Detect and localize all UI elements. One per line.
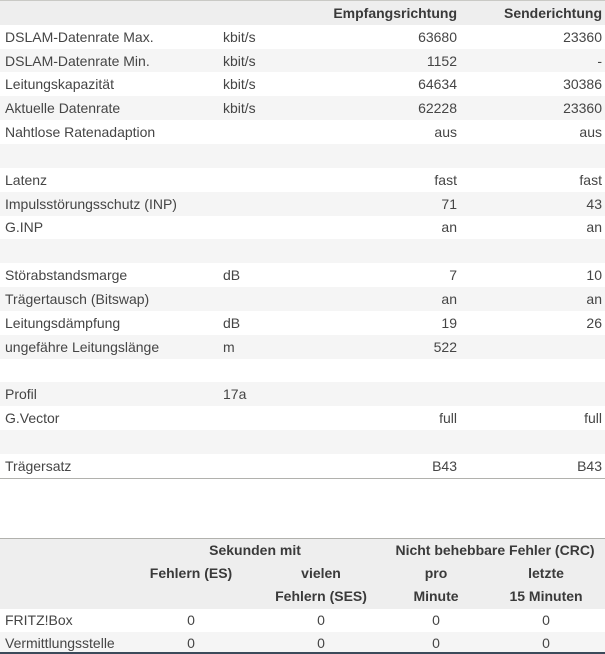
cell-parameter-label: Nahtlose Ratenadaption <box>5 124 156 141</box>
cell-parameter-label: Aktuelle Datenrate <box>5 100 121 117</box>
cell-parameter-label: Trägertausch (Bitswap) <box>5 291 150 307</box>
cell-unit <box>223 144 330 168</box>
cell-unit <box>223 216 330 240</box>
dsl-parameter-row <box>0 335 605 359</box>
cell-crc-last15-value: 0 <box>542 612 550 629</box>
dsl-table-header-row <box>0 1 605 25</box>
dsl-parameter-row <box>0 96 605 120</box>
cell-unit <box>223 239 330 263</box>
cell-es-value: 0 <box>187 635 195 652</box>
dsl-parameter-row <box>0 311 605 335</box>
cell-parameter-label: Profil <box>5 386 37 403</box>
cell-send-value <box>457 382 605 406</box>
dsl-parameter-row <box>0 287 605 311</box>
error-table-sub-header-row <box>0 562 605 609</box>
dsl-parameter-row <box>0 382 605 406</box>
cell-receive-value <box>330 144 457 168</box>
cell-receive-value: 62228 <box>418 100 457 117</box>
error-counter-row <box>0 609 605 632</box>
cell-send-value: 23360 <box>563 100 602 117</box>
cell-crc-last15-value: 0 <box>542 635 550 652</box>
cell-parameter-label: Störabstandsmarge <box>5 267 128 284</box>
dsl-parameter-row <box>0 454 605 478</box>
cell-receive-value: 71 <box>441 195 457 212</box>
cell-receive-value <box>330 359 457 383</box>
cell-ses-value: 0 <box>317 612 325 629</box>
cell-send-value <box>457 430 605 454</box>
sub-header-last15 <box>487 562 605 609</box>
cell-unit: kbit/s <box>223 100 256 117</box>
dsl-parameter-row <box>0 49 605 73</box>
spacer-row <box>0 239 605 263</box>
sub-header-es <box>125 562 257 609</box>
cell-parameter-label: G.INP <box>5 219 44 236</box>
cell-unit: kbit/s <box>223 76 256 93</box>
group-header-crc: Nicht behebbare Fehler (CRC) <box>385 538 605 562</box>
cell-send-value: 10 <box>586 267 602 284</box>
cell-send-value: 26 <box>586 314 602 331</box>
dsl-parameter-row <box>0 216 605 240</box>
cell-receive-value: 19 <box>441 314 457 331</box>
cell-send-value <box>457 359 605 383</box>
cell-device-label: Vermittlungsstelle <box>5 635 115 652</box>
dsl-parameter-row <box>0 406 605 430</box>
cell-receive-value: 64634 <box>418 76 457 93</box>
cell-receive-value: 7 <box>449 267 457 284</box>
cell-send-value <box>457 335 605 359</box>
spacer-row <box>0 430 605 454</box>
cell-unit <box>223 406 330 430</box>
sub-header-es-line1: Fehlern (ES) <box>149 564 233 581</box>
dsl-parameter-row <box>0 192 605 216</box>
dsl-parameter-row <box>0 168 605 192</box>
cell-es-value: 0 <box>187 612 195 629</box>
dsl-parameter-row <box>0 263 605 287</box>
cell-unit <box>223 287 330 311</box>
cell-unit <box>223 359 330 383</box>
cell-send-value: an <box>586 219 602 236</box>
error-table-group-header-row <box>0 538 605 562</box>
cell-unit: 17a <box>223 386 247 403</box>
cell-send-value: full <box>584 410 602 427</box>
dsl-parameter-row <box>0 25 605 49</box>
error-counters-table <box>0 538 605 654</box>
cell-unit: kbit/s <box>223 28 256 45</box>
cell-unit: dB <box>223 267 241 284</box>
sub-header-per-minute-line2: Minute <box>413 588 459 605</box>
cell-receive-value: fast <box>434 171 457 188</box>
cell-send-value: an <box>586 291 602 307</box>
cell-parameter-label <box>0 239 223 263</box>
cell-receive-value: 522 <box>433 338 457 355</box>
cell-device-label: FRITZ!Box <box>5 612 73 629</box>
sub-header-ses-line1: vielen <box>301 564 341 581</box>
cell-crc-per-minute-value: 0 <box>432 635 440 652</box>
sub-header-per-minute <box>385 562 487 609</box>
cell-parameter-label: Leitungskapazität <box>5 76 114 93</box>
sub-header-last15-line2: 15 Minuten <box>509 588 583 605</box>
cell-parameter-label: G.Vector <box>5 410 60 427</box>
column-header-empfangsrichtung: Empfangsrichtung <box>330 1 457 25</box>
cell-send-value: - <box>597 52 602 69</box>
cell-parameter-label: Leitungsdämpfung <box>5 314 121 331</box>
cell-send-value: B43 <box>577 457 602 474</box>
column-header-senderichtung: Senderichtung <box>457 1 605 25</box>
cell-unit <box>223 120 330 144</box>
cell-receive-value: aus <box>434 124 457 141</box>
header-label-spacer <box>0 1 223 25</box>
cell-receive-value <box>330 430 457 454</box>
cell-unit: kbit/s <box>223 52 256 69</box>
cell-parameter-label: DSLAM-Datenrate Max. <box>5 28 154 45</box>
cell-send-value <box>457 239 605 263</box>
dsl-parameter-row <box>0 72 605 96</box>
cell-unit <box>223 168 330 192</box>
group-header-sekunden-mit: Sekunden mit <box>125 538 385 562</box>
cell-receive-value: an <box>441 291 457 307</box>
spacer-row <box>0 359 605 383</box>
sub-header-spacer <box>0 562 125 609</box>
header-unit-spacer <box>223 1 330 25</box>
sub-header-last15-line1: letzte <box>528 564 564 581</box>
dsl-parameter-row <box>0 120 605 144</box>
cell-send-value: 23360 <box>563 28 602 45</box>
cell-parameter-label: ungefähre Leitungslänge <box>5 338 160 355</box>
cell-send-value <box>457 144 605 168</box>
cell-parameter-label: Trägersatz <box>5 457 72 474</box>
cell-receive-value: B43 <box>432 457 457 474</box>
cell-unit: m <box>223 338 235 355</box>
cell-parameter-label <box>0 144 223 168</box>
cell-crc-per-minute-value: 0 <box>432 612 440 629</box>
cell-unit: dB <box>223 314 241 331</box>
group-header-spacer <box>0 538 125 562</box>
cell-parameter-label <box>0 430 223 454</box>
cell-ses-value: 0 <box>317 635 325 652</box>
sub-header-ses <box>257 562 385 609</box>
cell-unit <box>223 192 330 216</box>
cell-receive-value <box>330 382 457 406</box>
cell-send-value: 30386 <box>563 76 602 93</box>
cell-receive-value: an <box>441 219 457 236</box>
cell-unit <box>223 430 330 454</box>
cell-send-value: aus <box>579 124 602 141</box>
cell-receive-value: 63680 <box>418 28 457 45</box>
cell-parameter-label <box>0 359 223 383</box>
cell-receive-value: 1152 <box>426 52 457 69</box>
cell-receive-value <box>330 239 457 263</box>
cell-parameter-label: Impulsstörungsschutz (INP) <box>5 195 177 212</box>
cell-parameter-label: Latenz <box>5 171 48 188</box>
sub-header-per-minute-line1: pro <box>424 564 448 581</box>
cell-receive-value: full <box>439 410 457 427</box>
cell-send-value: 43 <box>586 195 602 212</box>
spacer-row <box>0 144 605 168</box>
cell-send-value: fast <box>579 171 602 188</box>
cell-parameter-label: DSLAM-Datenrate Min. <box>5 52 150 69</box>
sub-header-ses-line2: Fehlern (SES) <box>275 588 367 605</box>
error-counter-row <box>0 632 605 654</box>
cell-unit <box>223 454 330 478</box>
